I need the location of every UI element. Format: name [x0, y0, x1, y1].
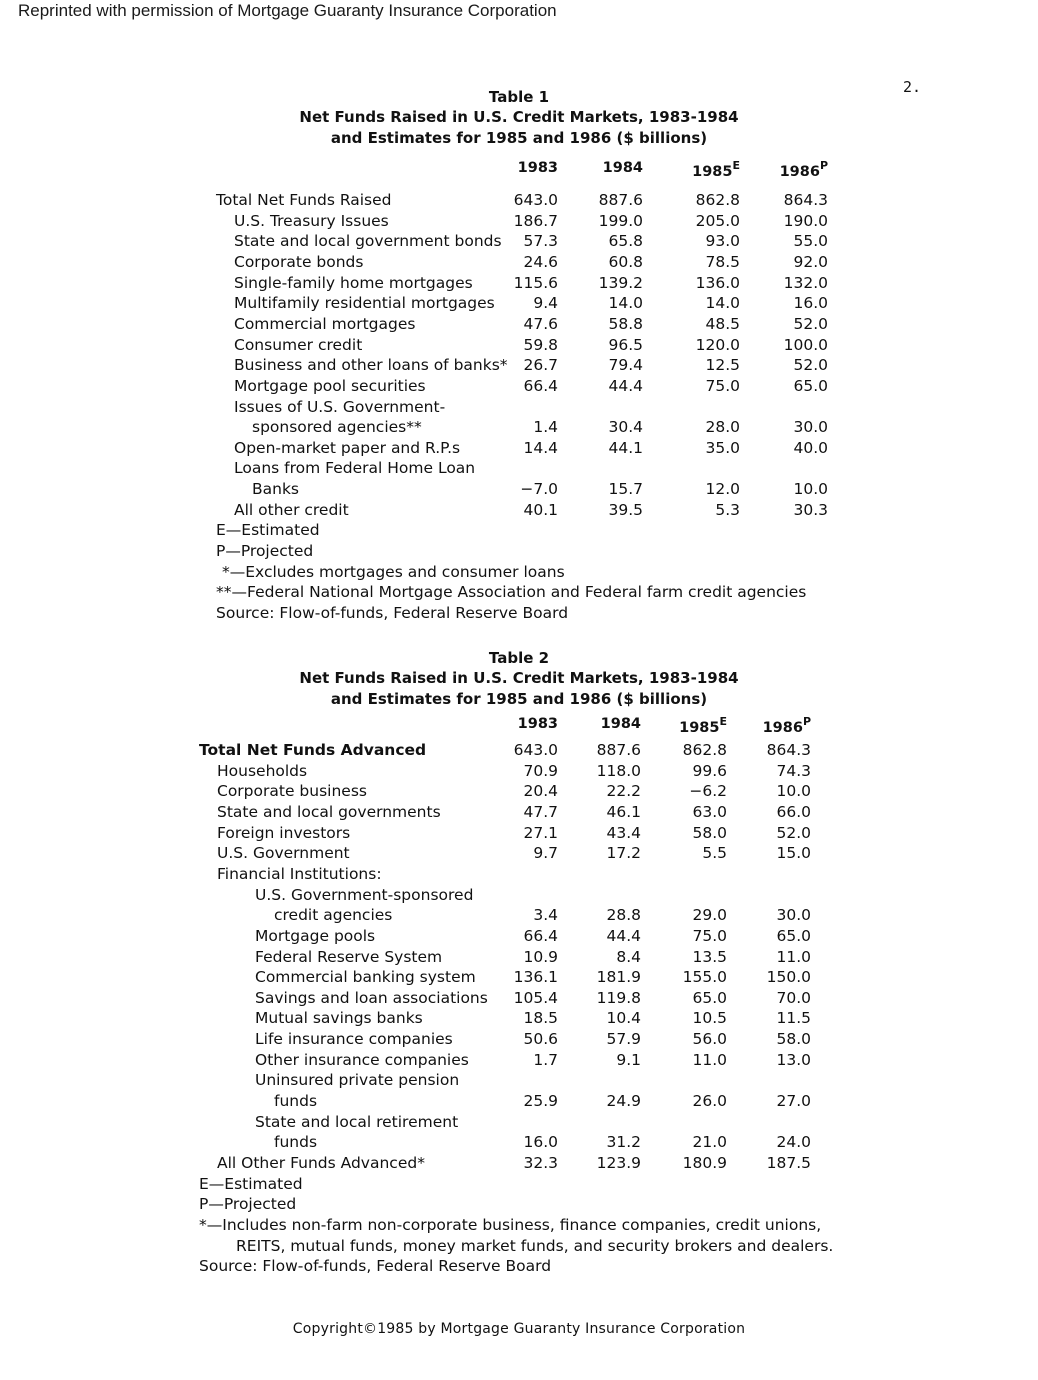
table-2-title: Table 2 [488, 649, 550, 667]
row-value-1986: 65.0 [776, 926, 811, 945]
row-label: Corporate business [217, 782, 367, 801]
row-value-1984: 46.1 [606, 802, 641, 821]
row-value-1984: 22.2 [606, 782, 641, 801]
row-value-1986: 864.3 [783, 191, 828, 209]
row-label: State and local governments [217, 802, 441, 821]
footnote: **—Federal National Mortgage Association and Federal farm credit agencies [216, 583, 807, 602]
row-value-1985: 5.5 [702, 844, 727, 863]
table-row [0, 232, 1038, 253]
row-value-1983: 47.6 [523, 314, 558, 333]
row-value-1983: 1.4 [533, 418, 558, 437]
row-value-1984: 43.4 [606, 823, 641, 842]
column-superscript: P [819, 159, 828, 172]
row-value-1984: 96.5 [608, 335, 643, 354]
row-value-1985: 12.0 [705, 480, 740, 499]
row-value-1984: 123.9 [596, 1154, 641, 1172]
row-value-1985: 48.5 [705, 314, 740, 333]
row-label: Other insurance companies [255, 1050, 469, 1069]
row-value-1984: 14.0 [608, 294, 643, 313]
row-value-1983: 66.4 [523, 926, 558, 945]
row-value-1984: 30.4 [608, 418, 643, 437]
row-value-1986: 10.0 [793, 480, 828, 499]
row-value-1986: 74.3 [776, 761, 811, 780]
row-label: Open-market paper and R.P.s [234, 438, 461, 457]
row-label: U.S. Government-sponsored [255, 885, 474, 904]
row-value-1986: 52.0 [793, 314, 828, 333]
column-year: 1985 [692, 163, 733, 180]
row-value-1985: 5.3 [715, 500, 740, 519]
table-row [0, 906, 1038, 927]
table-2-subtitle-line-1: Net Funds Raised in U.S. Credit Markets, 1983-1984 [299, 669, 739, 687]
row-value-1983: 643.0 [513, 741, 558, 759]
row-value-1983: 50.6 [523, 1030, 558, 1049]
row-label: Business and other loans of banks* [234, 356, 508, 375]
row-value-1984: 44.4 [608, 376, 643, 395]
table-row [0, 1009, 1038, 1030]
row-value-1983: 25.9 [523, 1092, 558, 1111]
row-value-1986: 11.5 [776, 1009, 811, 1028]
row-label: All Other Funds Advanced* [217, 1154, 425, 1172]
row-value-1985: 63.0 [692, 802, 727, 821]
table-1-subtitle-line-2: and Estimates for 1985 and 1986 ($ billions) [330, 129, 708, 147]
column-header-1984 [563, 160, 643, 176]
row-value-1983: −7.0 [520, 480, 558, 499]
footnote: E—Estimated [216, 521, 320, 540]
row-value-1984: 119.8 [596, 988, 641, 1007]
row-label: State and local government bonds [234, 232, 502, 251]
column-year: 1983 [517, 160, 558, 176]
row-label: Commercial mortgages [234, 314, 416, 333]
row-value-1985: 99.6 [692, 761, 727, 780]
table-row [0, 1154, 1038, 1175]
table-row [0, 377, 1038, 398]
table-row [0, 1051, 1038, 1072]
row-value-1983: 27.1 [523, 823, 558, 842]
row-value-1985: 180.9 [682, 1154, 727, 1172]
table-row [0, 782, 1038, 803]
column-year: 1983 [517, 716, 558, 732]
row-value-1983: 66.4 [523, 376, 558, 395]
row-value-1986: 92.0 [793, 252, 828, 271]
copyright-notice: Copyright©1985 by Mortgage Guaranty Insurance Corporation [292, 1321, 746, 1337]
row-label: Life insurance companies [255, 1030, 453, 1049]
row-value-1986: 150.0 [766, 968, 811, 987]
table-row [0, 844, 1038, 865]
row-label: Mortgage pools [255, 926, 376, 945]
page-number: 2. [903, 78, 922, 96]
row-label: funds [274, 1133, 318, 1152]
column-header-1986 [731, 716, 811, 736]
row-value-1985: 26.0 [692, 1092, 727, 1111]
row-value-1985: 14.0 [705, 294, 740, 313]
row-value-1985: 862.8 [682, 741, 727, 759]
table-row [0, 191, 1038, 212]
row-value-1985: 58.0 [692, 823, 727, 842]
row-value-1983: 1.7 [533, 1050, 558, 1069]
row-label: All other credit [234, 500, 349, 519]
row-label: Commercial banking system [255, 968, 476, 987]
row-value-1984: 79.4 [608, 356, 643, 375]
row-value-1984: 181.9 [596, 968, 641, 987]
row-value-1983: 40.1 [523, 500, 558, 519]
row-value-1984: 28.8 [606, 906, 641, 925]
row-value-1986: 40.0 [793, 438, 828, 457]
row-value-1983: 9.4 [533, 294, 558, 313]
table-row [0, 356, 1038, 377]
row-value-1983: 3.4 [533, 906, 558, 925]
row-value-1983: 10.9 [523, 947, 558, 966]
footnote: *—Includes non-farm non-corporate business, finance companies, credit unions, [199, 1215, 822, 1234]
row-value-1983: 20.4 [523, 782, 558, 801]
table-1-title: Table 1 [488, 88, 550, 106]
row-value-1984: 44.1 [608, 438, 643, 457]
column-header-1983 [478, 160, 558, 176]
table-row [0, 1113, 1038, 1134]
table-row [0, 762, 1038, 783]
row-value-1986: 132.0 [783, 273, 828, 292]
row-label: Savings and loan associations [255, 988, 488, 1007]
table-row [0, 418, 1038, 439]
row-value-1984: 17.2 [606, 844, 641, 863]
row-value-1984: 10.4 [606, 1009, 641, 1028]
row-value-1985: −6.2 [689, 782, 727, 801]
table-row [0, 459, 1038, 480]
row-value-1985: 136.0 [695, 273, 740, 292]
row-label: Federal Reserve System [255, 947, 443, 966]
footnote: P—Projected [216, 542, 314, 561]
row-value-1984: 15.7 [608, 480, 643, 499]
row-value-1983: 47.7 [523, 802, 558, 821]
table-row [0, 315, 1038, 336]
row-value-1984: 887.6 [598, 191, 643, 209]
row-value-1983: 70.9 [523, 761, 558, 780]
row-value-1983: 57.3 [523, 232, 558, 251]
row-value-1983: 14.4 [523, 438, 558, 457]
row-value-1986: 27.0 [776, 1092, 811, 1111]
row-value-1986: 15.0 [776, 844, 811, 863]
row-value-1983: 24.6 [523, 252, 558, 271]
row-value-1986: 30.0 [776, 906, 811, 925]
table-row [0, 274, 1038, 295]
table-row [0, 1092, 1038, 1113]
row-label: Multifamily residential mortgages [234, 294, 495, 313]
row-value-1984: 118.0 [596, 761, 641, 780]
column-header-1984 [561, 716, 641, 732]
row-value-1983: 105.4 [513, 988, 558, 1007]
row-value-1986: 30.0 [793, 418, 828, 437]
table-row [0, 336, 1038, 357]
row-value-1983: 136.1 [513, 968, 558, 987]
row-value-1985: 28.0 [705, 418, 740, 437]
row-label: U.S. Government [217, 844, 350, 863]
row-value-1985: 21.0 [692, 1133, 727, 1152]
column-superscript: E [732, 159, 740, 172]
row-label: Corporate bonds [234, 252, 364, 271]
table-row [0, 741, 1038, 762]
row-value-1986: 10.0 [776, 782, 811, 801]
row-label: Households [217, 761, 308, 780]
row-value-1983: 643.0 [513, 191, 558, 209]
table-row [0, 989, 1038, 1010]
row-value-1986: 190.0 [783, 211, 828, 230]
row-value-1985: 56.0 [692, 1030, 727, 1049]
column-superscript: E [719, 715, 727, 728]
table-1-subtitle-line-1: Net Funds Raised in U.S. Credit Markets, 1983-1984 [299, 108, 739, 126]
row-value-1984: 24.9 [606, 1092, 641, 1111]
row-value-1984: 60.8 [608, 252, 643, 271]
row-label: Financial Institutions: [217, 864, 382, 883]
row-label: State and local retirement [255, 1112, 459, 1131]
row-value-1983: 9.7 [533, 844, 558, 863]
row-label: U.S. Treasury Issues [234, 211, 389, 230]
row-value-1986: 864.3 [766, 741, 811, 759]
row-label: Total Net Funds Advanced [199, 741, 427, 759]
row-value-1986: 16.0 [793, 294, 828, 313]
row-label: Loans from Federal Home Loan [234, 459, 476, 478]
table-row [0, 398, 1038, 419]
row-value-1985: 12.5 [705, 356, 740, 375]
row-value-1985: 75.0 [692, 926, 727, 945]
row-value-1984: 58.8 [608, 314, 643, 333]
table-2-subtitle-line-2: and Estimates for 1985 and 1986 ($ billions) [330, 690, 708, 708]
table-row [0, 439, 1038, 460]
row-value-1986: 52.0 [793, 356, 828, 375]
table-row [0, 253, 1038, 274]
table-row [0, 948, 1038, 969]
row-value-1983: 115.6 [513, 273, 558, 292]
row-label: Issues of U.S. Government- [234, 397, 446, 416]
table-row [0, 1030, 1038, 1051]
row-value-1986: 11.0 [776, 947, 811, 966]
row-value-1986: 52.0 [776, 823, 811, 842]
row-value-1986: 65.0 [793, 376, 828, 395]
row-value-1986: 30.3 [793, 500, 828, 519]
table-row [0, 886, 1038, 907]
row-value-1984: 31.2 [606, 1133, 641, 1152]
row-value-1983: 59.8 [523, 335, 558, 354]
column-header-1985 [660, 160, 740, 180]
row-value-1985: 10.5 [692, 1009, 727, 1028]
table-row [0, 212, 1038, 233]
row-label: Mutual savings banks [255, 1009, 423, 1028]
row-value-1983: 18.5 [523, 1009, 558, 1028]
row-value-1983: 32.3 [523, 1154, 558, 1172]
row-value-1986: 13.0 [776, 1050, 811, 1069]
row-value-1985: 65.0 [692, 988, 727, 1007]
row-value-1985: 862.8 [695, 191, 740, 209]
column-header-1985 [647, 716, 727, 736]
table-row [0, 294, 1038, 315]
row-value-1986: 55.0 [793, 232, 828, 251]
footnote: *—Excludes mortgages and consumer loans [222, 562, 565, 581]
row-value-1985: 29.0 [692, 906, 727, 925]
table-row [0, 803, 1038, 824]
table-row [0, 927, 1038, 948]
table-row [0, 501, 1038, 522]
footnote: Source: Flow-of-funds, Federal Reserve Board [199, 1257, 552, 1276]
row-value-1985: 120.0 [695, 335, 740, 354]
row-value-1986: 70.0 [776, 988, 811, 1007]
row-value-1986: 100.0 [783, 335, 828, 354]
row-value-1983: 16.0 [523, 1133, 558, 1152]
column-header-1986 [748, 160, 828, 180]
reprint-notice: Reprinted with permission of Mortgage Guaranty Insurance Corporation [18, 1, 557, 20]
row-label: Single-family home mortgages [234, 273, 473, 292]
row-value-1986: 58.0 [776, 1030, 811, 1049]
table-row [0, 1071, 1038, 1092]
row-value-1985: 205.0 [695, 211, 740, 230]
row-label: credit agencies [274, 906, 393, 925]
row-label: Foreign investors [217, 823, 351, 842]
table-row [0, 865, 1038, 886]
row-label: Banks [252, 480, 300, 499]
row-value-1984: 57.9 [606, 1030, 641, 1049]
row-value-1986: 187.5 [766, 1154, 811, 1172]
row-label: Consumer credit [234, 335, 363, 354]
row-label: sponsored agencies** [252, 418, 422, 437]
row-label: Total Net Funds Raised [216, 191, 392, 209]
column-year: 1986 [779, 163, 820, 180]
row-value-1985: 93.0 [705, 232, 740, 251]
row-value-1984: 887.6 [596, 741, 641, 759]
table-row [0, 968, 1038, 989]
footnote: REITS, mutual funds, money market funds, and security brokers and dealers. [236, 1236, 834, 1255]
row-value-1984: 9.1 [616, 1050, 641, 1069]
footnote: Source: Flow-of-funds, Federal Reserve Board [216, 604, 569, 622]
row-value-1985: 78.5 [705, 252, 740, 271]
row-value-1985: 155.0 [682, 968, 727, 987]
column-header-1983 [478, 716, 558, 732]
row-value-1984: 139.2 [598, 273, 643, 292]
column-year: 1985 [679, 719, 720, 736]
row-value-1983: 26.7 [523, 356, 558, 375]
column-superscript: P [802, 715, 811, 728]
row-value-1986: 24.0 [776, 1133, 811, 1152]
row-value-1984: 8.4 [616, 947, 641, 966]
row-value-1986: 66.0 [776, 802, 811, 821]
row-value-1985: 35.0 [705, 438, 740, 457]
row-value-1984: 44.4 [606, 926, 641, 945]
row-value-1985: 11.0 [692, 1050, 727, 1069]
column-year: 1984 [600, 716, 641, 732]
row-value-1984: 65.8 [608, 232, 643, 251]
footnote: P—Projected [199, 1195, 297, 1214]
table-row [0, 1133, 1038, 1154]
row-value-1984: 199.0 [598, 211, 643, 230]
table-row [0, 824, 1038, 845]
table-row [0, 480, 1038, 501]
row-value-1984: 39.5 [608, 500, 643, 519]
row-value-1985: 13.5 [692, 947, 727, 966]
column-year: 1984 [602, 160, 643, 176]
row-label: Mortgage pool securities [234, 376, 426, 395]
column-year: 1986 [762, 719, 803, 736]
row-label: Uninsured private pension [255, 1071, 460, 1090]
row-value-1985: 75.0 [705, 376, 740, 395]
row-value-1983: 186.7 [513, 211, 558, 230]
footnote: E—Estimated [199, 1174, 303, 1193]
row-label: funds [274, 1092, 318, 1111]
